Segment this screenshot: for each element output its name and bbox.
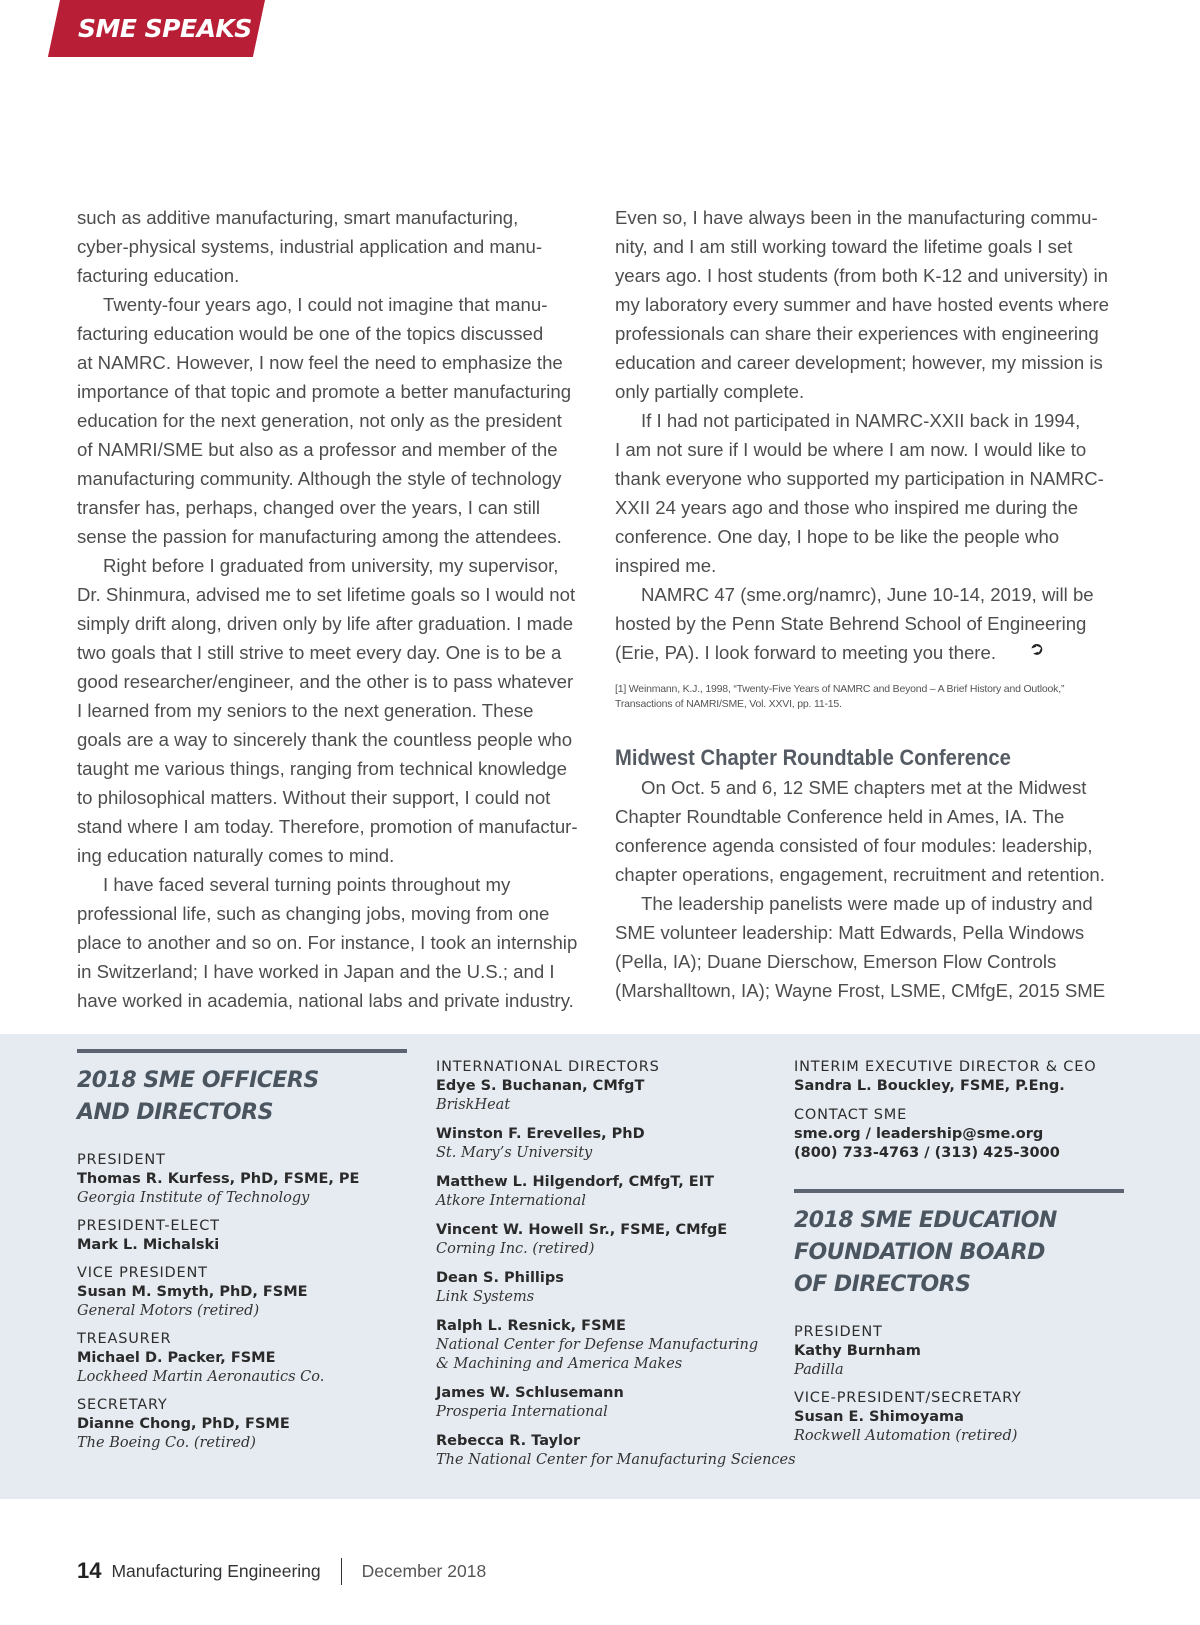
director-name: Ralph L. Resnick, FSME — [436, 1318, 626, 1334]
foundation-entry — [794, 1323, 1124, 1380]
director-name: Edye S. Buchanan, CMfgT — [436, 1078, 645, 1094]
text-line: taught me various things, ranging from technical knowledge — [77, 758, 567, 779]
text-line: education and career development; however, my mission is — [615, 352, 1103, 373]
officer-entry — [77, 1396, 407, 1453]
text-line: Even so, I have always been in the manufacturing commu- — [615, 207, 1098, 228]
text-line: good researcher/engineer, and the other is to pass whatever — [77, 671, 574, 692]
text-line: conference agenda consisted of four modules: leadership, — [615, 835, 1093, 856]
director-name: Dean S. Phillips — [436, 1270, 564, 1286]
director-affiliation: Atkore International — [436, 1193, 586, 1209]
officer-role: TREASURER — [77, 1331, 172, 1347]
article-paragraph — [615, 406, 1127, 580]
officer-entry — [77, 1217, 407, 1255]
text-line: Dr. Shinmura, advised me to set lifetime goals so I would not — [77, 584, 576, 605]
page-number: 14 — [77, 1558, 102, 1583]
text-line: XXII 24 years ago and those who inspired me during the — [615, 497, 1079, 518]
text-line: education for the next generation, not only as the president — [77, 410, 562, 431]
contact-role: CONTACT SME — [794, 1107, 908, 1123]
text-line: have worked in academia, national labs and private industry. — [77, 990, 574, 1011]
director-name: Vincent W. Howell Sr., FSME, CMfgE — [436, 1222, 728, 1238]
article-paragraph — [615, 773, 1127, 889]
text-line: years ago. I host students (from both K-12 and university) in — [615, 265, 1108, 286]
text-line: two goals that I still strive to meet every day. One is to be a — [77, 642, 562, 663]
section-label: SME SPEAKS — [78, 14, 252, 43]
officer-name: Michael D. Packer, FSME — [77, 1350, 276, 1366]
officer-affiliation: Lockheed Martin Aeronautics Co. — [77, 1369, 325, 1385]
article-left-column — [77, 203, 589, 1015]
text-line: facturing education would be one of the topics discussed — [77, 323, 544, 344]
officer-name: Dianne Chong, PhD, FSME — [77, 1416, 290, 1432]
text-line: The leadership panelists were made up of industry and — [641, 893, 1093, 914]
article-paragraph — [615, 889, 1127, 1005]
officer-role: VICE PRESIDENT — [77, 1265, 208, 1281]
footer-divider — [341, 1558, 342, 1585]
director-affiliation: Link Systems — [436, 1289, 535, 1305]
director-entry — [436, 1173, 776, 1211]
text-line: (Erie, PA). I look forward to meeting you there. — [615, 642, 996, 663]
officer-role: PRESIDENT — [77, 1152, 166, 1168]
officer-affiliation: Georgia Institute of Technology — [77, 1190, 310, 1206]
officer-role: SECRETARY — [77, 1397, 168, 1413]
text-line: such as additive manufacturing, smart manufacturing, — [77, 207, 519, 228]
text-line: conference. One day, I hope to be like the people who — [615, 526, 1060, 547]
text-line: I learned from my seniors to the next generation. These — [77, 700, 534, 721]
footnote — [615, 682, 1127, 712]
heading-rule — [794, 1189, 1124, 1193]
text-line: at NAMRC. However, I now feel the need to emphasize the — [77, 352, 563, 373]
text-line: transfer has, perhaps, changed over the years, I can still — [77, 497, 541, 518]
text-line: On Oct. 5 and 6, 12 SME chapters met at the Midwest — [641, 777, 1087, 798]
footnote-line: [1] Weinmann, K.J., 1998, “Twenty-Five Years of NAMRC and Beyond – A Brief History and Outlook,” — [615, 683, 1065, 695]
director-affiliation: Prosperia International — [436, 1404, 608, 1420]
text-line: ing education naturally comes to mind. — [77, 845, 395, 866]
officer-role: PRESIDENT-ELECT — [77, 1218, 220, 1234]
text-line: simply drift along, driven only by life after graduation. I made — [77, 613, 574, 634]
text-line: chapter operations, engagement, recruitment and retention. — [615, 864, 1105, 885]
director-affiliation: National Center for Defense Manufacturing — [436, 1337, 759, 1353]
text-line: professional life, such as changing jobs, moving from one — [77, 903, 550, 924]
page-footer — [77, 1556, 486, 1586]
text-line: I have faced several turning points throughout my — [103, 874, 511, 895]
foundation-list — [794, 1323, 1124, 1446]
text-line: inspired me. — [615, 555, 717, 576]
international-directors-label: INTERNATIONAL DIRECTORS — [436, 1059, 660, 1075]
director-affiliation: & Machining and America Makes — [436, 1356, 683, 1372]
executive-role: INTERIM EXECUTIVE DIRECTOR & CEO — [794, 1059, 1097, 1075]
executive-column — [794, 1058, 1124, 1455]
director-name: Matthew L. Hilgendorf, CMfgT, EIT — [436, 1174, 714, 1190]
contact-phones: (800) 733-4763 / (313) 425-3000 — [794, 1145, 1060, 1161]
officers-column — [77, 1049, 407, 1462]
international-directors-list — [436, 1077, 796, 1470]
officer-name: Thomas R. Kurfess, PhD, FSME, PE — [77, 1171, 360, 1187]
article-paragraph — [77, 290, 589, 551]
director-entry — [436, 1317, 776, 1374]
article-paragraph — [77, 870, 589, 1015]
text-line: of NAMRI/SME but also as a professor and member of the — [77, 439, 558, 460]
officers-list — [77, 1151, 407, 1453]
director-entry — [436, 1432, 796, 1470]
text-line: stand where I am today. Therefore, promotion of manufactur- — [77, 816, 578, 837]
text-line: I am not sure if I would be where I am now. I would like to — [615, 439, 1087, 460]
foundation-affiliation: Rockwell Automation (retired) — [794, 1428, 1018, 1444]
text-line: sense the passion for manufacturing among the attendees. — [77, 526, 562, 547]
text-line: cyber-physical systems, industrial application and manu- — [77, 236, 543, 257]
director-affiliation: St. Mary’s University — [436, 1145, 593, 1161]
text-line: (Pella, IA); Duane Dierschow, Emerson Flow Controls — [615, 951, 1057, 972]
text-line: (Marshalltown, IA); Wayne Frost, LSME, CMfgE, 2015 SME — [615, 980, 1106, 1001]
foundation-name: Susan E. Shimoyama — [794, 1409, 964, 1425]
publication-name: Manufacturing Engineering — [111, 1560, 321, 1581]
contact-web-email[interactable]: sme.org / leadership@sme.org — [794, 1126, 1044, 1142]
issue-date: December 2018 — [361, 1560, 487, 1581]
section-heading: Midwest Chapter Roundtable Conference — [615, 745, 1011, 770]
officer-entry — [77, 1264, 407, 1321]
text-line: If I had not participated in NAMRC-XXII back in 1994, — [641, 410, 1081, 431]
contact-entry — [794, 1106, 1124, 1163]
text-line: Twenty-four years ago, I could not imagine that manu- — [103, 294, 548, 315]
text-line: goals are a way to sincerely thank the countless people who — [77, 729, 573, 750]
director-entry — [436, 1077, 776, 1115]
foundation-role: PRESIDENT — [794, 1324, 883, 1340]
director-affiliation: BriskHeat — [436, 1097, 511, 1113]
article-paragraph — [615, 580, 1127, 668]
foundation-entry — [794, 1389, 1124, 1446]
text-line: professionals can share their experiences with engineering — [615, 323, 1099, 344]
officer-entry — [77, 1330, 407, 1387]
officer-affiliation: The Boeing Co. (retired) — [77, 1435, 256, 1451]
text-line: hosted by the Penn State Behrend School of Engineering — [615, 613, 1087, 634]
director-entry — [436, 1384, 776, 1422]
end-of-article-icon: ➲ — [1026, 636, 1048, 661]
text-line: Chapter Roundtable Conference held in Ames, IA. The — [615, 806, 1065, 827]
text-line: to philosophical matters. Without their support, I could not — [77, 787, 551, 808]
footnote-line: Transactions of NAMRI/SME, Vol. XXVI, pp. 11-15. — [615, 698, 842, 710]
director-name: Winston F. Erevelles, PhD — [436, 1126, 645, 1142]
article-paragraph — [77, 551, 589, 870]
director-name: James W. Schlusemann — [436, 1385, 624, 1401]
heading-rule — [77, 1049, 407, 1053]
text-line: only partially complete. — [615, 381, 805, 402]
foundation-affiliation: Padilla — [794, 1362, 844, 1378]
text-line: in Switzerland; I have worked in Japan and the U.S.; and I — [77, 961, 555, 982]
officers-heading: 2018 SME OFFICERS AND DIRECTORS — [77, 1068, 319, 1125]
text-line: thank everyone who supported my participation in NAMRC- — [615, 468, 1104, 489]
text-line: manufacturing community. Although the style of technology — [77, 468, 562, 489]
text-line: facturing education. — [77, 265, 240, 286]
article-paragraph — [77, 203, 589, 290]
international-directors-column — [436, 1058, 796, 1480]
text-line: SME volunteer leadership: Matt Edwards, Pella Windows — [615, 922, 1085, 943]
article-right-column — [615, 203, 1127, 1005]
foundation-role: VICE-PRESIDENT/SECRETARY — [794, 1390, 1022, 1406]
director-entry — [436, 1269, 776, 1307]
foundation-heading: 2018 SME EDUCATION FOUNDATION BOARD OF DIRECTORS — [794, 1208, 1057, 1297]
executive-name: Sandra L. Bouckley, FSME, P.Eng. — [794, 1078, 1065, 1094]
director-entry — [436, 1221, 776, 1259]
text-line: place to another and so on. For instance, I took an internship — [77, 932, 578, 953]
foundation-name: Kathy Burnham — [794, 1343, 921, 1359]
director-name: Rebecca R. Taylor — [436, 1433, 581, 1449]
director-entry — [436, 1125, 776, 1163]
director-affiliation: Corning Inc. (retired) — [436, 1241, 595, 1257]
text-line: NAMRC 47 (sme.org/namrc), June 10-14, 2019, will be — [641, 584, 1094, 605]
article-paragraph — [615, 203, 1127, 406]
officer-name: Susan M. Smyth, PhD, FSME — [77, 1284, 308, 1300]
officer-entry — [77, 1151, 407, 1208]
director-affiliation: The National Center for Manufacturing Sciences — [436, 1452, 796, 1468]
officer-name: Mark L. Michalski — [77, 1237, 220, 1253]
executive-entry — [794, 1058, 1124, 1096]
text-line: my laboratory every summer and have hosted events where — [615, 294, 1110, 315]
text-line: importance of that topic and promote a better manufacturing — [77, 381, 572, 402]
officer-affiliation: General Motors (retired) — [77, 1303, 260, 1319]
text-line: Right before I graduated from university, my supervisor, — [103, 555, 559, 576]
text-line: nity, and I am still working toward the lifetime goals I set — [615, 236, 1073, 257]
